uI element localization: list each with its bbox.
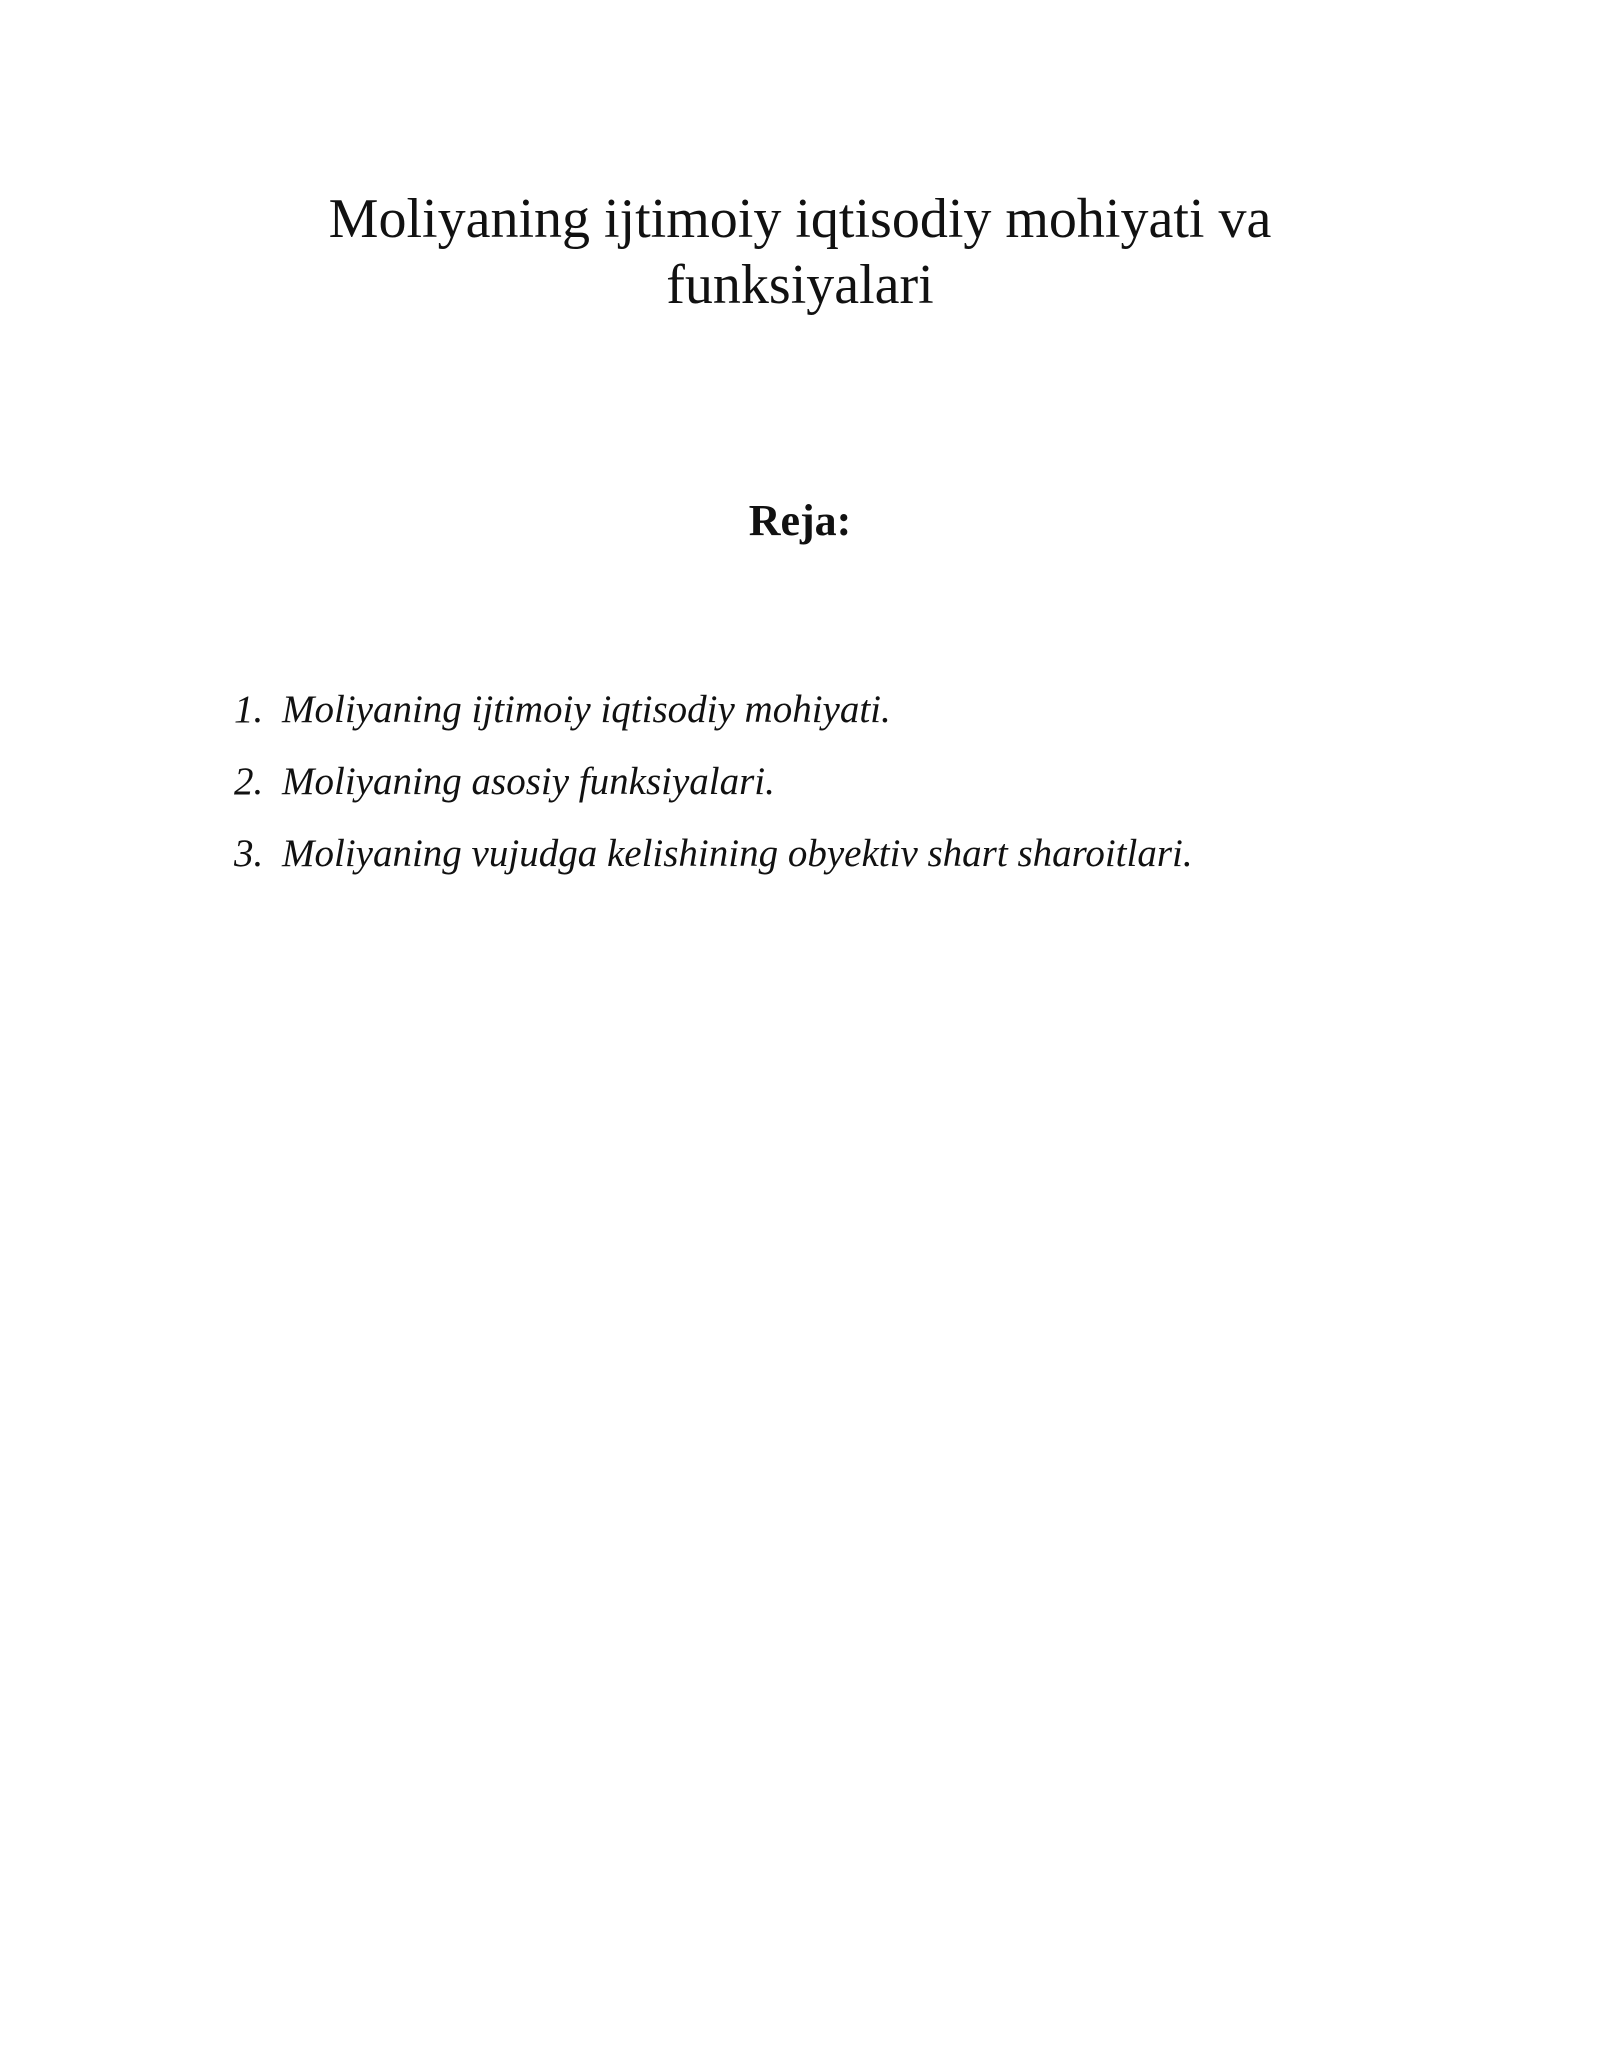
plan-item xyxy=(234,755,1193,827)
plan-item-text: Moliyaning asosiy funksiyalari. xyxy=(282,760,775,803)
plan-item-number: 1. xyxy=(234,688,264,731)
plan-item-text: Moliyaning ijtimoiy iqtisodiy mohiyati. xyxy=(282,688,891,731)
plan-heading: Reja: xyxy=(748,496,852,545)
plan-item-text: Moliyaning vujudga kelishining obyektiv shart sharoitlari. xyxy=(282,832,1193,875)
plan-item xyxy=(234,827,1193,899)
plan-list xyxy=(234,683,1193,899)
plan-item-number: 3. xyxy=(234,832,264,875)
plan-item-number: 2. xyxy=(234,760,264,803)
plan-item xyxy=(234,683,1193,755)
page-title: Moliyaning ijtimoiy iqtisodiy mohiyati va funksiyalari xyxy=(328,188,1272,316)
